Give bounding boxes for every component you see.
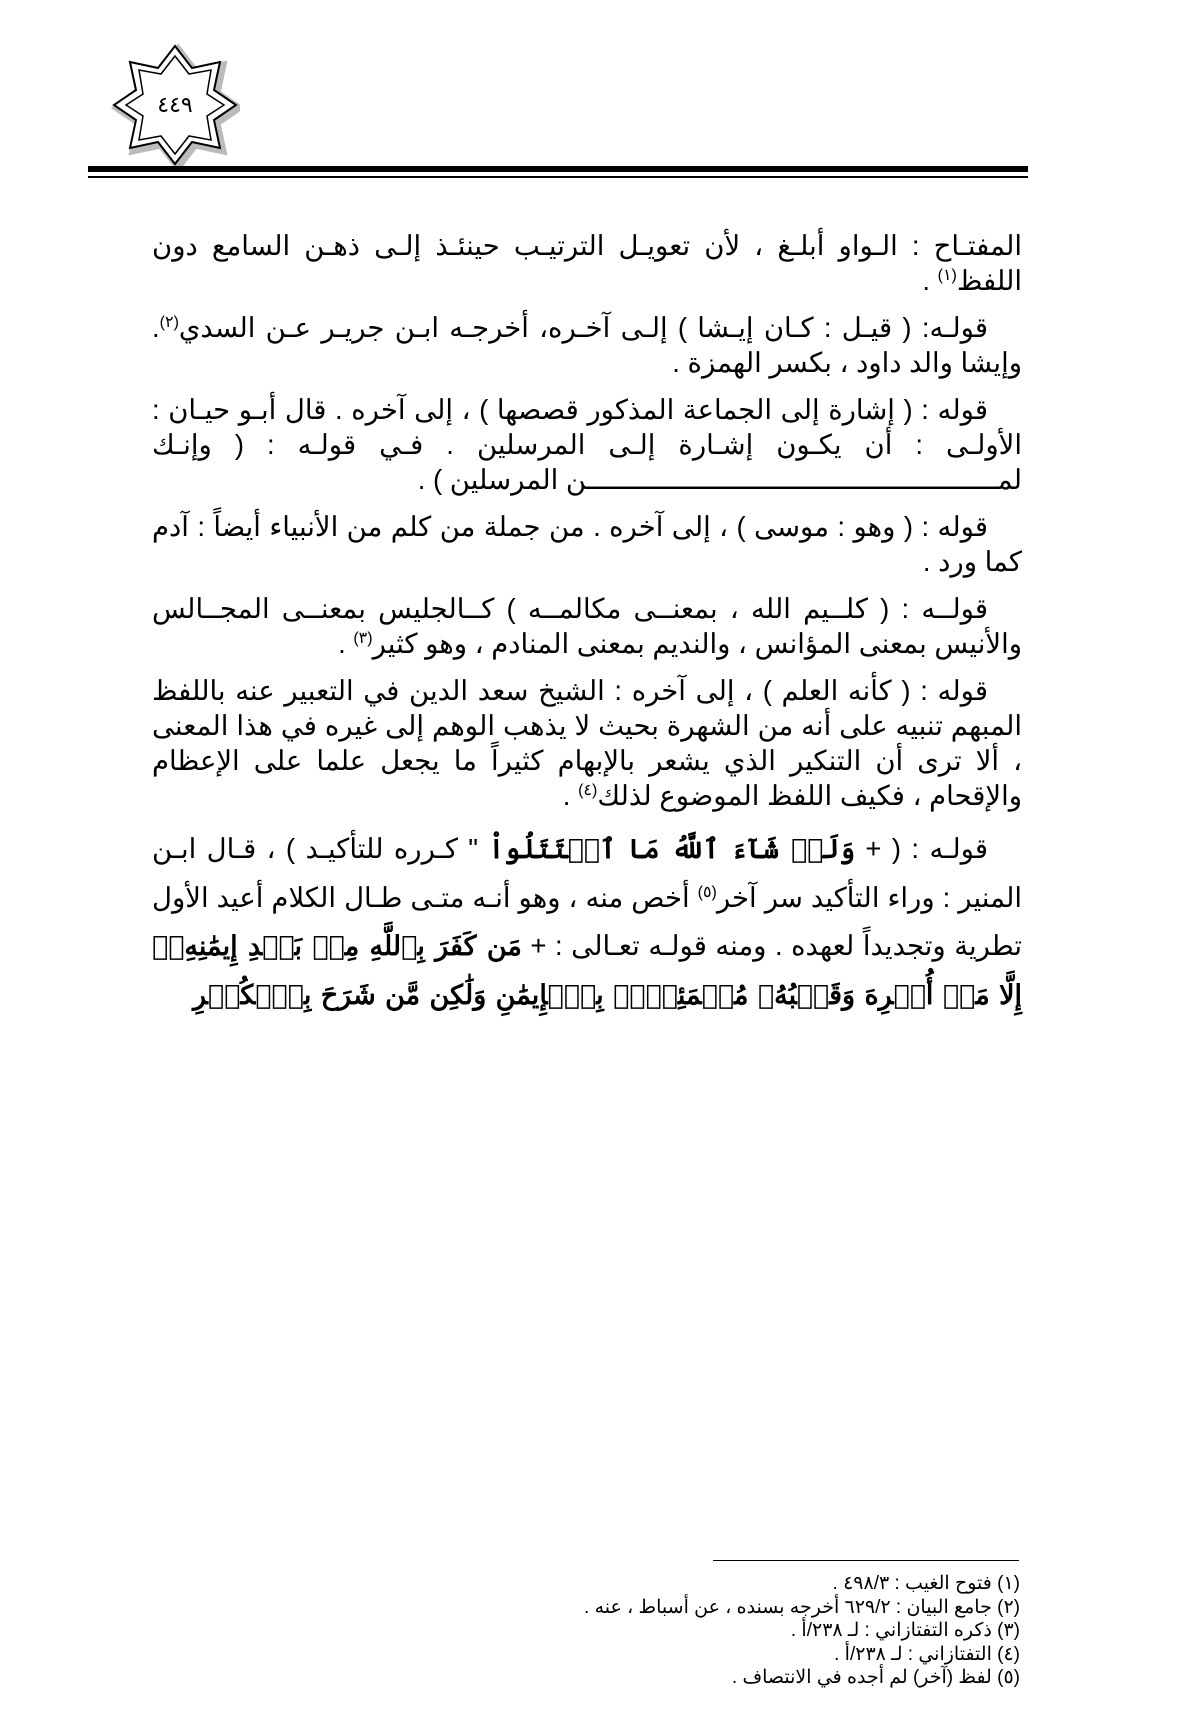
footnote-separator: [713, 1560, 1019, 1561]
footnote-3: (٣) ذكره التفتازاني : لـ ٢٣٨/أ .: [790, 1620, 1020, 1641]
page-number-badge: [110, 40, 240, 170]
footnote-ref-3: (٣): [353, 629, 373, 647]
paragraph-2: قولـه: ( قيـل : كـان إيـشا ) إلـى آخـره، أخرجـه ابـن جريـر عـن السدي$^{(٢)}$. وإيشا والد داود ، بكسر الهمزة .: [152, 312, 1022, 378]
footnote-ref-1: (١): [937, 266, 957, 284]
footnote-4: (٤) التفتازاني : لـ ٢٣٨/أ .: [834, 1643, 1020, 1665]
paragraph-1: المفتـاح : الـواو أبلـغ ، لأن تعويـل الترتيـب حينئـذ إلـى ذهـن السامع دون اللفظ$^{(١)}$ .: [152, 230, 1022, 296]
paragraph-3: قوله : ( إشارة إلى الجماعة المذكور قصصها ) ، إلى آخره . قال أبـو حيـان : الأولـى : أن يكـون إشـارة إلـى المرسلين . فـي قولـه : ( وإنـك لمـــــــــــــــــــــــــــــــــــــــــــــــــــن المرسلين ) .: [152, 394, 1022, 495]
paragraph-6: قوله : ( كأنه العلم ) ، إلى آخره : الشيخ سعد الدين في التعبير عنه باللفظ المبهم تنبيه على أنه من الشهرة بحيث لا يذهب الوهم إلى غيره في هذا المعنى ، ألا ترى أن التنكير الذي يشعر بالإبهام كثيراً ما يجعل علما على الإعظام والإقحام ، فكيف اللفظ الموضوع لذلك$^{(٤)}$ .: [152, 675, 1022, 811]
header-rule-thin: [88, 176, 1028, 178]
footnote-ref-5: (٥): [697, 883, 717, 901]
header-rule-thick: [88, 166, 1028, 172]
footnotes: [360, 1572, 1020, 1690]
paragraph-7: قولـه : ( + وَلَوۡ شَآءَ ٱللَّهُ مَا ٱقۡتَتَلُواْ " كـرره للتأكيـد ) ، قـال ابـن المنير : وراء التأكيد سر آخر$^{(٥)}$ أخص منه ، وهو أنـه متـى طـال الكلام أعيد الأول تطرية وتجديداً لعهده . ومنه قولـه تعـالى : + مَن كَفَرَ بِٱللَّهِ مِنۢ بَعۡدِ إِيمَٰنِهِۦٓ إِلَّا مَنۡ أُكۡرِهَ وَقَلۡبُهُۥ مُطۡمَئِنُّۢ بِٱلۡإِيمَٰنِ وَلَٰكِن مَّن شَرَحَ بِٱلۡكُفۡرِ: [152, 833, 1023, 1011]
page-number: ٤٤٩: [157, 92, 193, 118]
footnote-2: (٢) جامع البيان : ٦٢٩/٢ أخرجه بسنده ، عن أسباط ، عنه .: [584, 1596, 1020, 1618]
footnote-ref-4: (٤): [578, 781, 598, 799]
quran-quote-1: وَلَوۡ شَآءَ ٱللَّهُ مَا ٱقۡتَتَلُواْ: [488, 834, 856, 865]
main-text: [152, 228, 1022, 1032]
paragraph-5: قولــه : ( كلــيم الله ، بمعنــى مكالمــه ) كــالجليس بمعنــى المجــالس والأنيس بمعنى المؤانس ، والنديم بمعنى المنادم ، وهو كثير$^{(٣)}$ .: [152, 593, 1022, 659]
footnote-1: (١) فتوح الغيب : ٤٩٨/٣ .: [832, 1573, 1020, 1594]
quran-quote-2: مَن كَفَرَ بِٱللَّهِ مِنۢ بَعۡدِ إِيمَٰنِهِۦٓ إِلَّا مَنۡ أُكۡرِهَ وَقَلۡبُهُۥ مُطۡمَئِنُّۢ بِٱلۡإِيمَٰنِ وَلَٰكِن مَّن شَرَحَ بِٱلۡكُفۡرِ: [152, 931, 1022, 1011]
paragraph-4: قوله : ( وهو : موسى ) ، إلى آخره . من جملة من كلم من الأنبياء أيضاً : آدم كما ورد .: [152, 511, 1022, 577]
footnote-ref-2: (٢): [159, 313, 179, 331]
footnote-5: (٥) لفظ (آخر) لم أجده في الانتصاف .: [731, 1667, 1020, 1688]
